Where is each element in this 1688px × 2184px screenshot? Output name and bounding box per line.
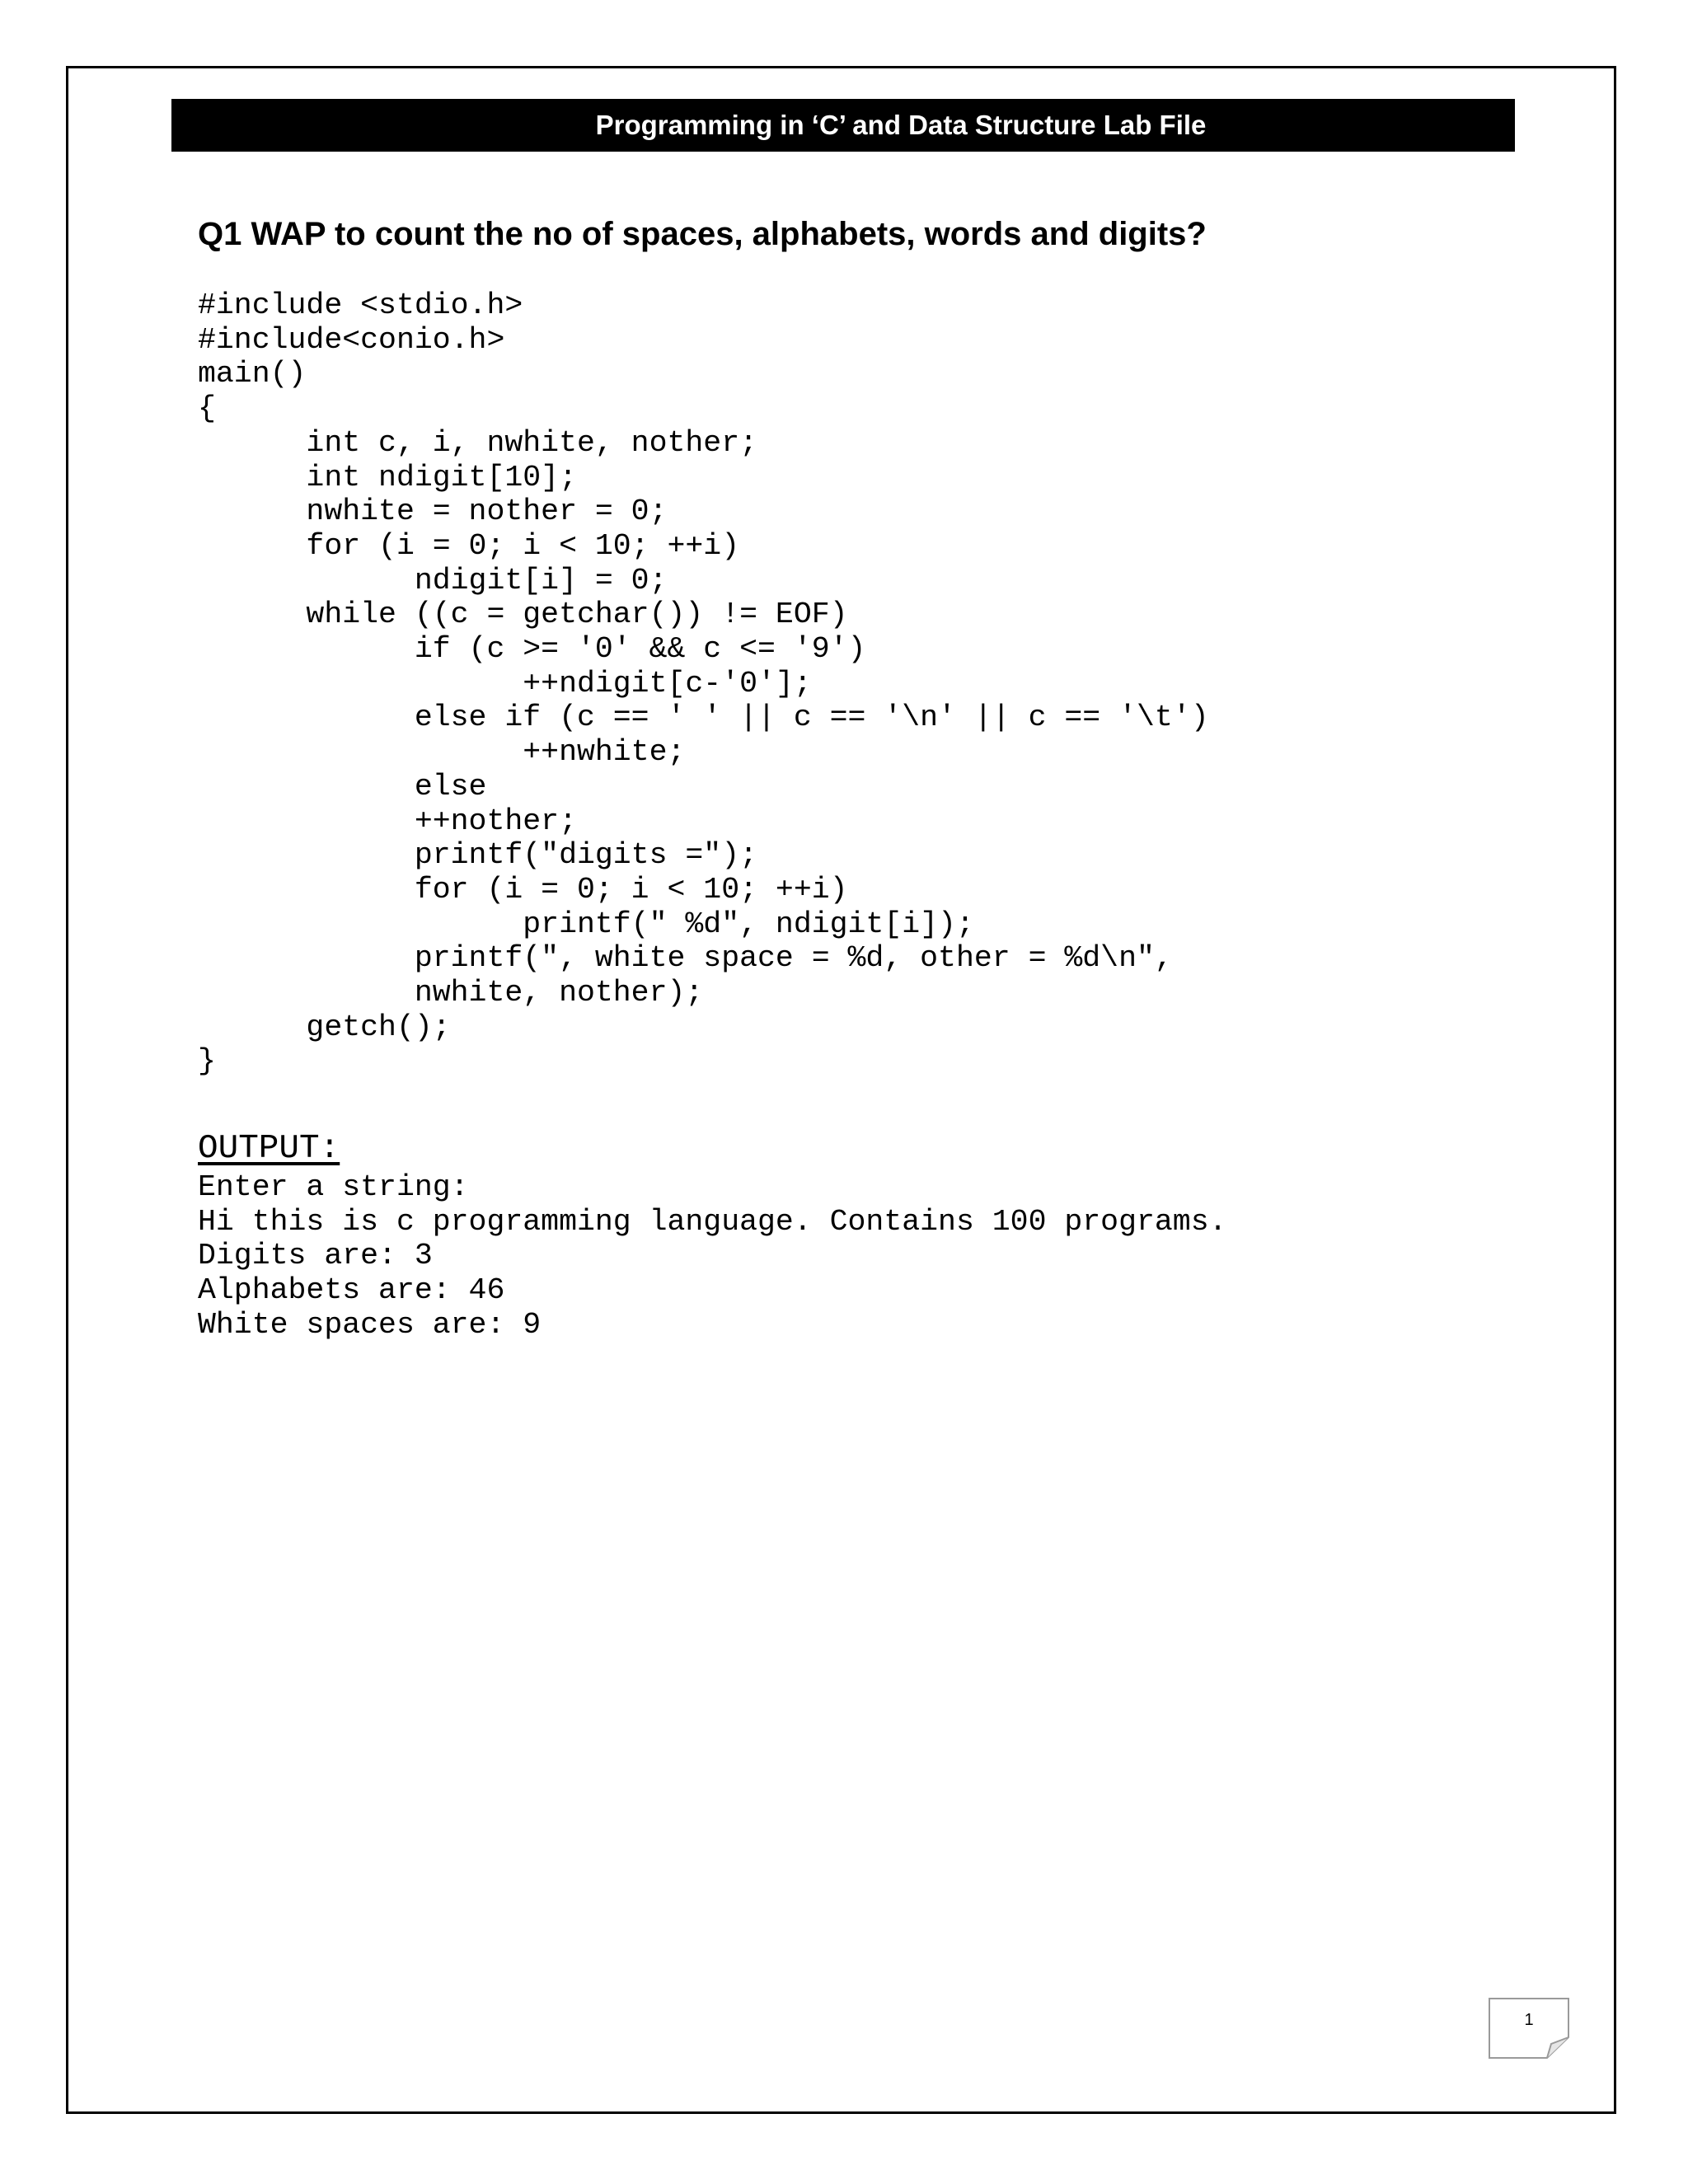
output-line: White spaces are: 9 <box>198 1307 542 1342</box>
output-line: Digits are: 3 <box>198 1239 433 1273</box>
code-line: #include <stdio.h> <box>198 288 523 322</box>
code-line: nwhite, nother); <box>198 976 704 1010</box>
code-line: for (i = 0; i < 10; ++i) <box>198 528 740 563</box>
code-line: } <box>198 1044 216 1079</box>
code-line: if (c >= '0' && c <= '9') <box>198 632 866 667</box>
output-line: Alphabets are: 46 <box>198 1273 505 1308</box>
question-heading: Q1 WAP to count the no of spaces, alphabets, words and digits? <box>198 216 1207 252</box>
code-line: int ndigit[10]; <box>198 460 577 494</box>
code-line: int c, i, nwhite, nother; <box>198 425 758 460</box>
output-listing <box>198 1170 1227 1343</box>
output-line: Enter a string: <box>198 1170 469 1204</box>
code-listing <box>198 288 1209 1079</box>
page-number-box <box>1489 1998 1569 2059</box>
header-title: Programming in ‘C’ and Data Structure Lab File <box>595 110 1207 140</box>
code-line: #include<conio.h> <box>198 322 505 357</box>
code-line: while ((c = getchar()) != EOF) <box>198 598 848 632</box>
code-line: ++ndigit[c-'0']; <box>198 666 812 701</box>
code-line: main() <box>198 357 307 391</box>
code-line: nwhite = nother = 0; <box>198 494 668 529</box>
code-line: else if (c == ' ' || c == '\n' || c == '\t') <box>198 701 1209 735</box>
code-line: for (i = 0; i < 10; ++i) <box>198 872 848 907</box>
output-heading: OUTPUT: <box>198 1130 340 1168</box>
code-line: getch(); <box>198 1010 451 1044</box>
code-line: printf("digits ="); <box>198 838 758 873</box>
code-line: printf(" %d", ndigit[i]); <box>198 907 974 941</box>
header-bar <box>171 99 1515 152</box>
code-line: ++nother; <box>198 804 577 838</box>
code-line: ndigit[i] = 0; <box>198 563 668 598</box>
output-line: Hi this is c programming language. Contains 100 programs. <box>198 1204 1227 1239</box>
code-line: ++nwhite; <box>198 735 686 770</box>
page-number: 1 <box>1524 2011 1534 2029</box>
code-line: { <box>198 391 216 426</box>
code-line: printf(", white space = %d, other = %d\n", <box>198 941 1173 976</box>
code-line: else <box>198 769 487 804</box>
